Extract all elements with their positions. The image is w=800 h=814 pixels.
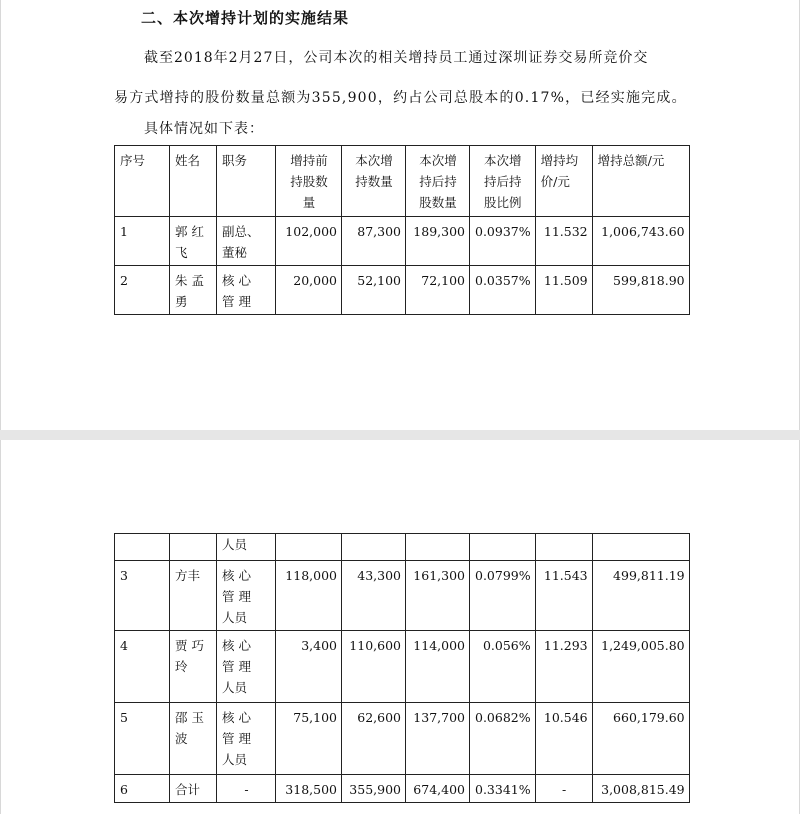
cell-position: 人员 <box>217 534 276 561</box>
cell-total-amount: 599,818.90 <box>592 266 689 315</box>
header-cell: 本次增 持后持 股比例 <box>470 146 536 217</box>
cell-total-amount: 1,249,005.80 <box>592 631 689 703</box>
table-row <box>115 266 690 315</box>
cell-shares-increase: 62,600 <box>342 703 406 775</box>
cell-position: 核 心 管 理 人员 <box>217 703 276 775</box>
cell-shares-increase: 87,300 <box>342 217 406 266</box>
cell-avg-price: - <box>535 775 592 803</box>
header-cell: 增持均 价/元 <box>535 146 592 217</box>
cell-seq <box>115 534 170 561</box>
cell-shares-increase: 355,900 <box>342 775 406 803</box>
cell-shares-before: 318,500 <box>276 775 342 803</box>
document-page-2 <box>0 440 800 814</box>
paragraph-line-1: 截至2018年2月27日，公司本次的相关增持员工通过深圳证券交易所竞价交 <box>144 50 649 66</box>
cell-seq: 3 <box>115 561 170 631</box>
cell-shares-after: 72,100 <box>406 266 470 315</box>
section-heading: 二、本次增持计划的实施结果 <box>141 9 350 27</box>
holdings-table-part-2 <box>114 533 690 803</box>
cell-shares-increase: 43,300 <box>342 561 406 631</box>
cell-name: 邵 玉 波 <box>170 703 217 775</box>
cell-shares-after: 189,300 <box>406 217 470 266</box>
cell-position: 副总、 董秘 <box>217 217 276 266</box>
cell-name: 郭 红 飞 <box>170 217 217 266</box>
cell-empty <box>406 534 470 561</box>
cell-ratio-after: 0.0357% <box>470 266 536 315</box>
table-header-row <box>115 146 690 217</box>
cell-total-amount: 499,811.19 <box>592 561 689 631</box>
cell-avg-price: 11.509 <box>535 266 592 315</box>
cell-seq: 4 <box>115 631 170 703</box>
header-cell: 增持总额/元 <box>592 146 689 217</box>
cell-shares-before: 118,000 <box>276 561 342 631</box>
cell-seq: 1 <box>115 217 170 266</box>
cell-position: 核 心 管 理 人员 <box>217 631 276 703</box>
cell-shares-before: 102,000 <box>276 217 342 266</box>
cell-ratio-after: 0.056% <box>470 631 536 703</box>
table-row <box>115 703 690 775</box>
cell-ratio-after: 0.0937% <box>470 217 536 266</box>
cell-shares-before: 3,400 <box>276 631 342 703</box>
cell-shares-before: 20,000 <box>276 266 342 315</box>
cell-seq: 6 <box>115 775 170 803</box>
cell-shares-before: 75,100 <box>276 703 342 775</box>
cell-ratio-after: 0.0682% <box>470 703 536 775</box>
table-row <box>115 561 690 631</box>
cell-ratio-after: 0.3341% <box>470 775 536 803</box>
paragraph-line-2: 易方式增持的股份数量总额为355,900，约占公司总股本的0.17%，已经实施完成。 <box>114 90 687 106</box>
cell-shares-increase: 52,100 <box>342 266 406 315</box>
cell-shares-after: 161,300 <box>406 561 470 631</box>
cell-position: 核 心 管 理 <box>217 266 276 315</box>
cell-total-amount: 3,008,815.49 <box>592 775 689 803</box>
cell-empty <box>470 534 536 561</box>
cell-total-amount: 660,179.60 <box>592 703 689 775</box>
cell-seq: 5 <box>115 703 170 775</box>
header-cell: 本次增 持后持 股数量 <box>406 146 470 217</box>
cell-ratio-after: 0.0799% <box>470 561 536 631</box>
header-cell: 增持前 持股数 量 <box>276 146 342 217</box>
cell-empty <box>535 534 592 561</box>
table-row <box>115 217 690 266</box>
cell-empty <box>592 534 689 561</box>
cell-avg-price: 10.546 <box>535 703 592 775</box>
cell-position: 核 心 管 理 人员 <box>217 561 276 631</box>
cell-name: 贾 巧 玲 <box>170 631 217 703</box>
header-cell: 本次增 持数量 <box>342 146 406 217</box>
cell-shares-after: 137,700 <box>406 703 470 775</box>
cell-seq: 2 <box>115 266 170 315</box>
cell-name: 方丰 <box>170 561 217 631</box>
header-cell: 序号 <box>115 146 170 217</box>
cell-avg-price: 11.532 <box>535 217 592 266</box>
table-row <box>115 631 690 703</box>
cell-shares-after: 674,400 <box>406 775 470 803</box>
cell-name: 朱 孟 勇 <box>170 266 217 315</box>
cell-empty <box>276 534 342 561</box>
header-cell: 职务 <box>217 146 276 217</box>
cell-position: - <box>217 775 276 803</box>
cell-shares-increase: 110,600 <box>342 631 406 703</box>
header-cell: 姓名 <box>170 146 217 217</box>
cell-name <box>170 534 217 561</box>
cell-avg-price: 11.543 <box>535 561 592 631</box>
cell-avg-price: 11.293 <box>535 631 592 703</box>
cell-name: 合计 <box>170 775 217 803</box>
table-row-continued <box>115 534 690 561</box>
holdings-table-part-1 <box>114 145 690 315</box>
table-intro: 具体情况如下表： <box>144 121 264 137</box>
cell-total-amount: 1,006,743.60 <box>592 217 689 266</box>
cell-empty <box>342 534 406 561</box>
table-total-row <box>115 775 690 803</box>
cell-shares-after: 114,000 <box>406 631 470 703</box>
